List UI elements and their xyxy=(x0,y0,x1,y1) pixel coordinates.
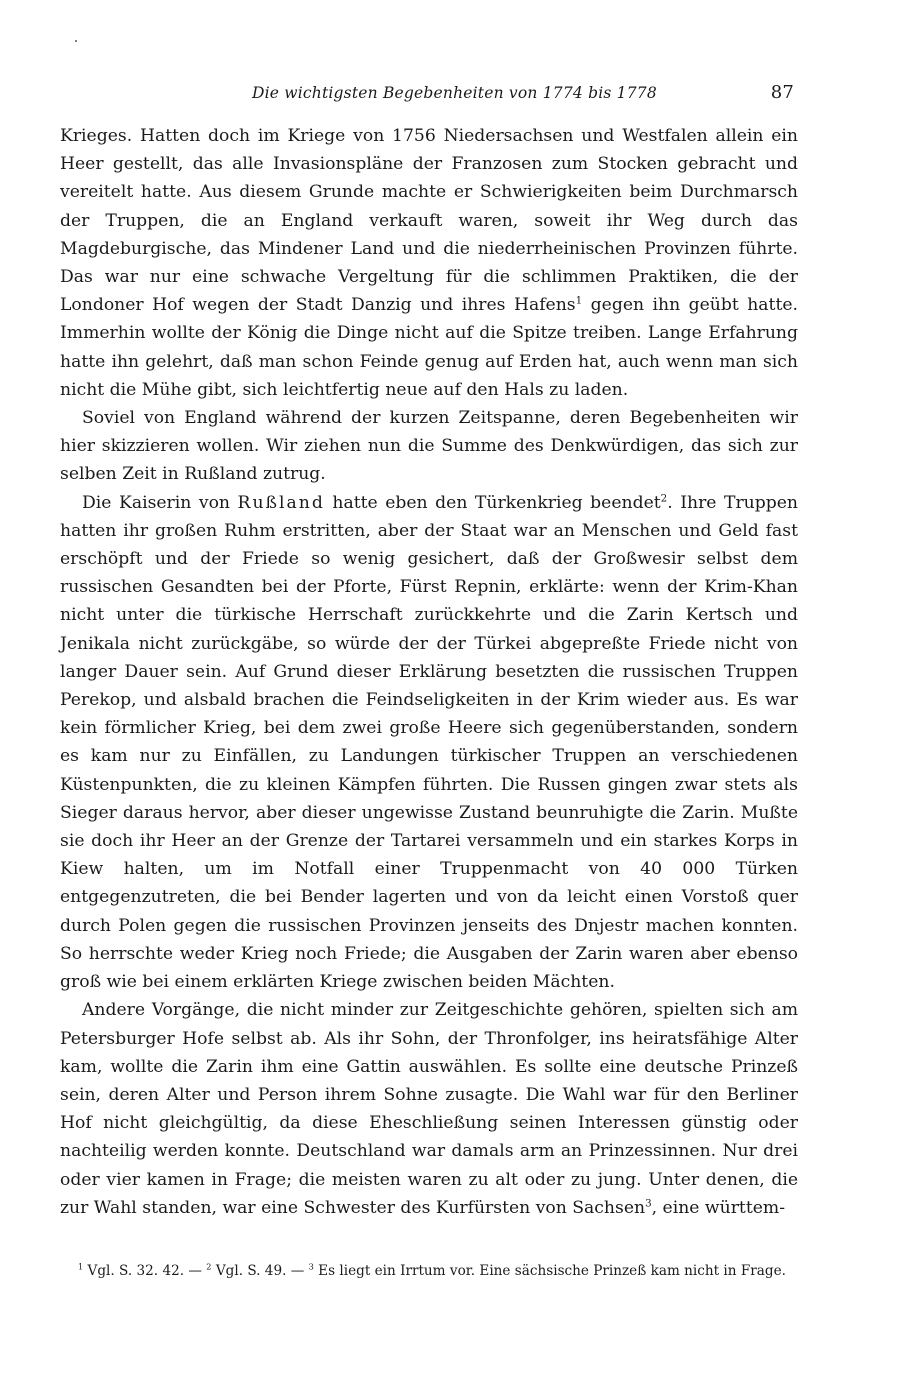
paragraph-1-text-cont: gegen ihn geübt hatte. Immerhin wollte der König die Dinge nicht auf die Spitze treiben. Lange Erfahrung hatte ihn gelehrt, daß man schon Feinde genug auf Erden hat, auch wenn man sich nicht die Mühe gibt, sich leichtfertig neue auf den Hals zu laden. xyxy=(60,295,799,400)
paragraph-3-text-cont: . Ihre Truppen hatten ihr großen Ruhm erstritten, aber der Staat war an Menschen und Geld fast erschöpft und der Friede so wenig gesichert, daß der Großwesir selbst dem russischen Gesandten bei der Pforte, Fürst Repnin, erklärte: wenn der Krim-Khan nicht unter die türkische Herrschaft zurückkehrte und die Zarin Kertsch und Jenikala nicht zurückgäbe, so würde der der Türkei abgepreßte Friede nicht von langer Dauer sein. Auf Grund dieser Erklärung besetzten die russischen Truppen Perekop, und alsbald brachen die Feindseligkeiten in der Krim wieder aus. Es war kein förmlicher Krieg, bei dem zwei große Heere sich gegenüberstanden, sondern es kam nur zu Einfällen, zu Landungen türkischer Truppen an verschiedenen Küstenpunkten, die zu kleinen Kämpfen führten. Die Russen gingen zwar stets als Sieger daraus hervor, aber dieser ungewisse Zustand beunruhigte die Zarin. Mußte sie doch ihr Heer an der Grenze der Tartarei versammeln und ein starkes Korps in Kiew halten, um im Notfall einer Truppenmacht von 40 000 Türken entgegenzutreten, die bei Bender lagerten und von da leicht einen Vorstoß quer durch Polen gegen die russischen Provinzen jenseits des Dnjestr machen konnten. So herrschte weder Krieg noch Friede; die Ausgaben der Zarin waren aber ebenso groß wie bei einem erklärten Kriege zwischen beiden Mächten. xyxy=(60,492,799,993)
running-title: Die wichtigsten Begebenheiten von 1774 bis 1778 xyxy=(252,84,657,102)
footnotes xyxy=(60,1259,796,1283)
footnote-ref-1: 1 xyxy=(575,294,583,307)
paragraph-1 xyxy=(60,122,798,404)
emphasized-word: Rußland xyxy=(237,492,325,513)
body-text xyxy=(60,122,798,1222)
paragraph-2: Soviel von England während der kurzen Zeitspanne, deren Begebenheiten wir hier skizzieren wollen. Wir ziehen nun die Summe des Denkwürdigen, das sich zur selben Zeit in Rußland zutrug. xyxy=(60,408,798,485)
paragraph-3-text: Die Kaiserin von xyxy=(82,492,238,513)
footnote-ref-3: 3 xyxy=(645,1196,652,1209)
footnote-2-text: Vgl. S. 49. — xyxy=(211,1263,309,1279)
footnote-ref-2: 2 xyxy=(660,491,668,504)
paragraph-4 xyxy=(60,996,798,1222)
book-page xyxy=(60,82,798,1222)
scan-speck xyxy=(75,40,77,42)
footnote-line xyxy=(60,1259,796,1283)
paragraph-3 xyxy=(60,489,798,997)
footnote-1-text: Vgl. S. 32. 42. — xyxy=(83,1263,207,1279)
footnote-mark-3: 3 xyxy=(308,1261,314,1272)
paragraph-3-text-mid: hatte eben den Türkenkrieg beendet xyxy=(324,492,661,513)
paragraph-4-text-cont: , eine württem- xyxy=(651,1197,786,1218)
footnote-mark-1: 1 xyxy=(78,1261,84,1272)
running-head xyxy=(60,82,798,118)
paragraph-1-text: Krieges. Hatten doch im Kriege von 1756 Niedersachsen und Westfalen allein ein Heer gestellt, das alle Invasionspläne der Franzosen zum Stocken gebracht und vereitelt hatte. Aus diesem Grunde machte er Schwierigkeiten beim Durchmarsch der Truppen, die an England verkauft waren, soweit ihr Weg durch das Magdeburgische, das Mindener Land und die niederrheinischen Provinzen führte. Das war nur eine schwache Vergeltung für die schlimmen Praktiken, die der Londoner Hof wegen der Stadt Danzig und ihres Hafens xyxy=(60,126,798,316)
footnote-mark-2: 2 xyxy=(206,1261,212,1272)
page-number: 87 xyxy=(770,82,794,103)
footnote-3-text: Es liegt ein Irrtum vor. Eine sächsische Prinzeß kam nicht in Frage. xyxy=(313,1263,786,1279)
paragraph-4-text: Andere Vorgänge, die nicht minder zur Zeitgeschichte gehören, spielten sich am Petersburger Hofe selbst ab. Als ihr Sohn, der Thronfolger, ins heiratsfähige Alter kam, wollte die Zarin ihm eine Gattin auswählen. Es sollte eine deutsche Prinzeß sein, deren Alter und Person ihrem Sohne zusagte. Die Wahl war für den Berliner Hof nicht gleichgültig, da diese Eheschließung seinen Interessen günstig oder nachteilig werden konnte. Deutschland war damals arm an Prinzessinnen. Nur drei oder vier kamen in Frage; die meisten waren zu alt oder zu jung. Unter denen, die zur Wahl standen, war eine Schwester des Kurfürsten von Sachsen xyxy=(60,1000,798,1218)
